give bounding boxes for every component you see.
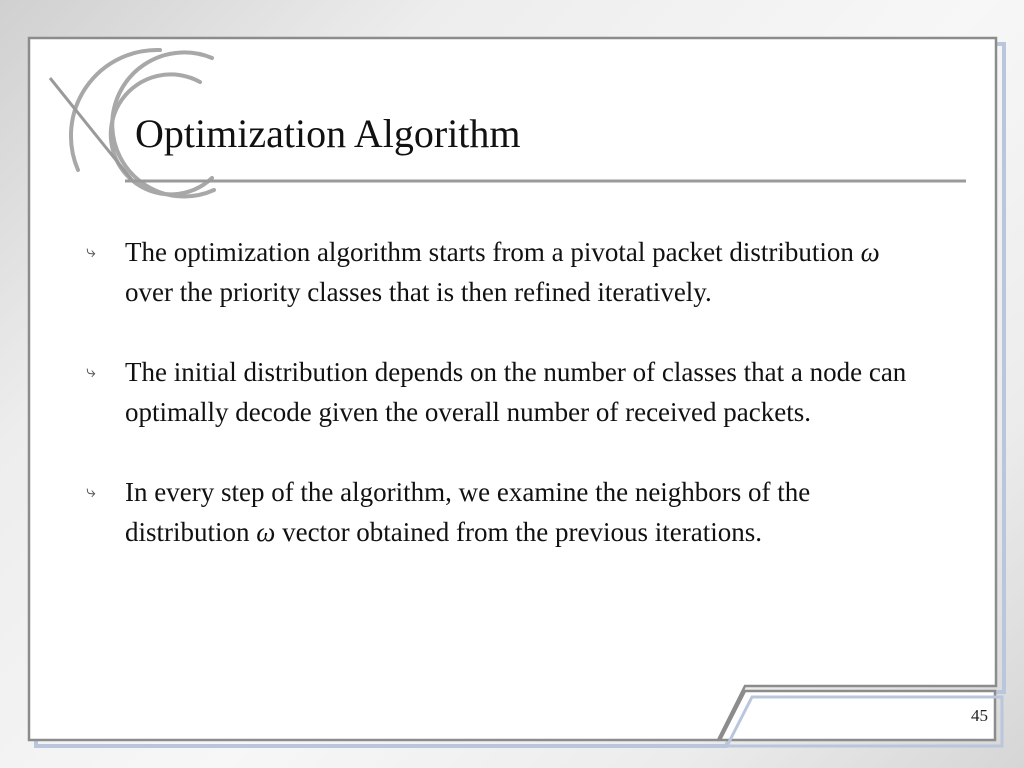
- bullet-text-end: vector obtained from the previous iterations.: [275, 517, 762, 547]
- curved-arrow-bullet-icon: ⤷: [86, 242, 96, 262]
- bullet-item: [82, 232, 922, 312]
- omega-symbol: ω: [256, 517, 276, 547]
- bullet-list: [82, 232, 922, 552]
- bullet-text-end: over the priority classes that is then refined iteratively.: [125, 277, 712, 307]
- bullet-item: [82, 352, 922, 432]
- bullet-text-start: The initial distribution depends on the number of classes that a node can optimally decode given the overall number of received packets.: [125, 357, 907, 427]
- slide-title: Optimization Algorithm: [135, 111, 521, 156]
- bullet-item: [82, 472, 922, 552]
- omega-symbol: ω: [860, 237, 880, 267]
- bullet-text-start: The optimization algorithm starts from a pivotal packet distribution: [125, 237, 861, 267]
- bullet-text-start: In every step of the algorithm, we examine the neighbors of the distribution: [125, 477, 811, 547]
- curved-arrow-bullet-icon: ⤷: [86, 482, 96, 502]
- page-number: 45: [971, 706, 988, 725]
- curved-arrow-bullet-icon: ⤷: [86, 362, 96, 382]
